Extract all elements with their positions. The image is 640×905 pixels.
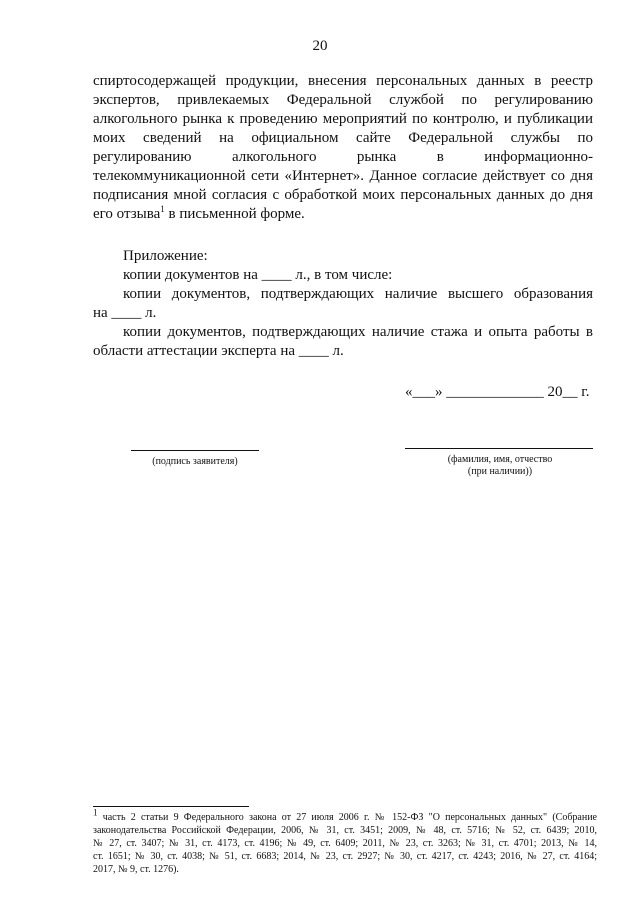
footnote-separator [93, 806, 249, 807]
body-line: алкогольного рынка к проведению мероприятий по контролю, и публикации [93, 111, 593, 127]
footnote-line [93, 807, 597, 824]
appendix-line: копии документов, подтверждающих наличие стажа и опыта работы в [123, 324, 593, 340]
appendix-line: области аттестации эксперта на ____ л. [93, 343, 344, 359]
footnote-line: законодательства Российской Федерации, 2006, № 31, ст. 3451; 2009, № 48, ст. 5716; № 52, ст. 6439; 2010, [93, 825, 597, 836]
footnote-line: 2017, № 9, ст. 1276). [93, 864, 179, 875]
body-line: экспертов, привлекаемых Федеральной службой по регулированию [93, 92, 593, 108]
appendix-line: на ____ л. [93, 305, 157, 321]
applicant-signature-line [131, 450, 259, 451]
body-line-last [93, 205, 593, 224]
footnote [93, 807, 597, 876]
footnote-line: № 27, ст. 3407; № 31, ст. 4173, ст. 4196; № 49, ст. 6409; 2011, № 23, ст. 3263; № 31, ст. 4701; 2013, № 14, [93, 838, 597, 849]
body-line: подписания мной согласия с обработкой моих персональных данных до дня [93, 187, 593, 203]
footnote-line: ст. 1651; № 30, ст. 4038; № 51, ст. 6683; 2014, № 23, ст. 2927; № 30, ст. 4217, ст. 4243; 2016, № 27, ст. 4164; [93, 851, 597, 862]
footnote-marker: 1 [93, 807, 98, 818]
body-last-tail: в письменной форме. [164, 206, 305, 222]
appendix-section [93, 247, 593, 361]
body-line: моих сведений на официальном сайте Федеральной службы по [93, 130, 593, 146]
footnote-reference: 1 [160, 204, 165, 214]
applicant-signature-caption: (подпись заявителя) [152, 456, 238, 467]
name-signature-line [405, 448, 593, 449]
appendix-line: копии документов на ____ л., в том числе: [123, 267, 393, 283]
body-line: спиртосодержащей продукции, внесения персональных данных в реестр [93, 73, 593, 89]
date-line: «___» _____________ 20__ г. [405, 384, 590, 400]
consent-paragraph [93, 72, 593, 224]
body-line: телекоммуникационной сети «Интернет». Данное согласие действует со дня [93, 168, 593, 184]
body-line: регулированию алкогольного рынка в информационно- [93, 149, 593, 165]
body-last-text: его отзыва [93, 206, 161, 222]
name-caption-1: (фамилия, имя, отчество [447, 454, 553, 465]
appendix-line: копии документов, подтверждающих наличие высшего образования [123, 286, 593, 302]
appendix-heading: Приложение: [123, 248, 208, 264]
footnote-line-text: часть 2 статьи 9 Федерального закона от 27 июля 2006 г. № 152-ФЗ "О персональных данных" (Собрание [97, 812, 597, 823]
page-number: 20 [312, 38, 328, 54]
name-caption-2: (при наличии)) [467, 466, 533, 477]
